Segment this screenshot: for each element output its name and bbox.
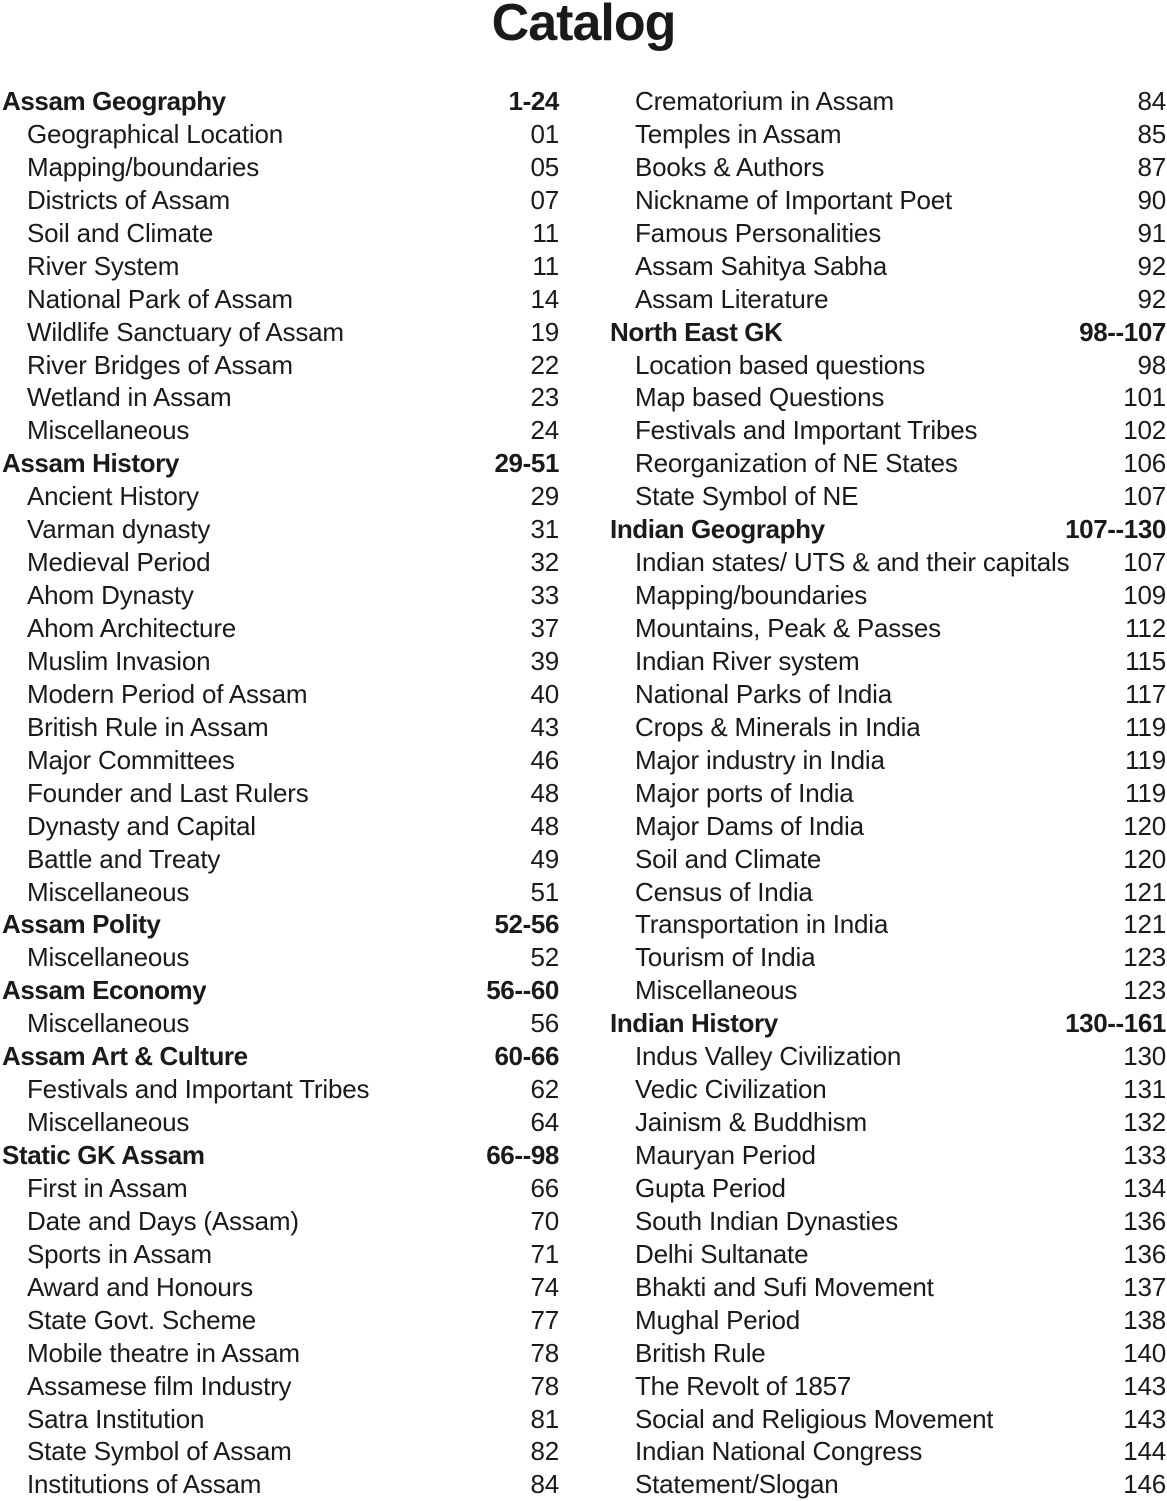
entry-page-number: 37 [530,613,559,643]
entry-label: Miscellaneous [27,1107,190,1138]
entry-label: Soil and Climate [635,843,822,874]
entry-label: Mapping/boundaries [27,151,260,182]
entry-page-number: 33 [530,580,559,611]
section-heading-row [2,85,559,118]
entry-page-number: 120 [1123,843,1166,874]
entry-page-number: 22 [530,349,559,380]
catalog-entry-row [610,1205,1166,1238]
entry-page-number: 39 [530,645,559,676]
section-heading-label: Indian Geography [610,514,825,545]
entry-page-number: 92 [1137,250,1166,281]
catalog-entry-row [610,1271,1166,1304]
catalog-entry-row [610,85,1166,118]
catalog-entry-row [2,678,559,711]
entry-label: Institutions of Assam [27,1469,262,1500]
entry-page-number: 64 [530,1107,559,1138]
entry-page-number: 14 [530,283,559,314]
entry-page-number: 144 [1123,1436,1166,1467]
section-page-range: 52-56 [494,909,559,940]
entry-label: Delhi Sultanate [635,1238,809,1269]
entry-label: Award and Honours [27,1271,253,1302]
catalog-entry-row [610,843,1166,876]
entry-page-number: 92 [1137,283,1166,314]
entry-page-number: 133 [1123,1140,1166,1170]
catalog-entry-row [610,1435,1166,1468]
entry-label: Mountains, Peak & Passes [635,613,941,643]
entry-label: Dynasty and Capital [27,810,256,841]
entry-page-number: 77 [530,1304,559,1335]
catalog-entry-row [2,1106,559,1139]
entry-label: Mobile theatre in Assam [27,1337,300,1368]
entry-label: State Symbol of Assam [27,1436,292,1467]
catalog-entry-row [610,974,1166,1007]
catalog-entry-row [610,381,1166,414]
section-page-range: 1-24 [508,86,559,116]
catalog-entry-row [610,678,1166,711]
catalog-entry-row [610,579,1166,612]
section-heading-row [2,974,559,1007]
catalog-entry-row [2,414,559,447]
entry-page-number: 24 [530,415,559,446]
entry-page-number: 40 [530,678,559,709]
entry-page-number: 11 [532,250,559,281]
entry-label: Wetland in Assam [27,382,232,413]
catalog-entry-row [2,711,559,744]
entry-page-number: 32 [530,547,559,578]
entry-label: Major ports of India [635,777,854,808]
entry-page-number: 102 [1123,415,1166,446]
catalog-entry-row [2,118,559,151]
entry-label: South Indian Dynasties [635,1205,898,1236]
entry-page-number: 90 [1137,184,1166,215]
entry-page-number: 01 [530,118,559,149]
entry-label: Vedic Civilization [635,1074,827,1105]
entry-label: Assam Literature [635,283,829,314]
catalog-entry-row [2,250,559,283]
catalog-entry-row [610,1106,1166,1139]
entry-page-number: 101 [1123,382,1166,413]
section-page-range: 29-51 [494,448,559,479]
catalog-entry-row [610,777,1166,810]
catalog-entry-row [610,908,1166,941]
entry-page-number: 109 [1123,580,1166,611]
catalog-entry-row [2,612,559,645]
entry-label: Date and Days (Assam) [27,1205,299,1236]
catalog-entry-row [610,711,1166,744]
catalog-entry-row [2,1007,559,1040]
entry-label: State Govt. Scheme [27,1304,257,1335]
entry-page-number: 115 [1125,645,1166,676]
entry-page-number: 119 [1125,777,1166,808]
entry-page-number: 82 [530,1436,559,1467]
entry-page-number: 107 [1123,481,1166,512]
entry-page-number: 52 [530,942,559,973]
catalog-entry-row [2,480,559,513]
entry-page-number: 106 [1123,448,1166,479]
entry-page-number: 23 [530,382,559,413]
entry-page-number: 48 [530,777,559,808]
catalog-entry-row [610,447,1166,480]
entry-label: Assamese film Industry [27,1370,292,1401]
entry-page-number: 119 [1125,744,1166,775]
entry-label: First in Assam [27,1172,188,1203]
catalog-entry-row [2,744,559,777]
section-heading-row [2,1139,559,1172]
section-heading-label: Assam Geography [2,86,226,116]
entry-page-number: 91 [1137,217,1166,248]
catalog-entry-row [610,645,1166,678]
entry-label: Founder and Last Rulers [27,777,309,808]
entry-label: Ancient History [27,481,199,512]
entry-label: The Revolt of 1857 [635,1370,852,1401]
entry-label: Tourism of India [635,942,816,973]
entry-page-number: 29 [530,481,559,512]
catalog-entry-row [2,1337,559,1370]
catalog-entry-row [610,744,1166,777]
entry-page-number: 71 [530,1238,559,1269]
entry-label: Indian River system [635,645,860,676]
entry-label: Ahom Architecture [27,613,237,643]
entry-label: Jainism & Buddhism [635,1107,867,1138]
entry-label: Gupta Period [635,1172,786,1203]
catalog-entry-row [2,1271,559,1304]
catalog-entry-row [610,217,1166,250]
catalog-entry-row [610,118,1166,151]
entry-label: Soil and Climate [27,217,214,248]
catalog-entry-row [2,316,559,349]
entry-page-number: 87 [1137,151,1166,182]
entry-page-number: 132 [1123,1107,1166,1138]
catalog-entry-row [2,810,559,843]
catalog-entry-row [2,1468,559,1501]
entry-page-number: 121 [1123,909,1166,940]
entry-page-number: 31 [530,514,559,545]
entry-label: Indian National Congress [635,1436,923,1467]
entry-label: Nickname of Important Poet [635,184,953,215]
entry-page-number: 56 [530,1008,559,1039]
entry-label: British Rule [635,1337,766,1368]
entry-page-number: 84 [530,1469,559,1500]
entry-label: Districts of Assam [27,184,230,215]
entry-label: Transportation in India [635,909,889,940]
entry-page-number: 136 [1123,1238,1166,1269]
catalog-entry-row [610,1139,1166,1172]
entry-label: Crops & Minerals in India [635,711,921,742]
entry-page-number: 140 [1123,1337,1166,1368]
catalog-entry-row [2,579,559,612]
catalog-entry-row [2,645,559,678]
entry-page-number: 19 [530,316,559,347]
entry-label: Festivals and Important Tribes [635,415,978,446]
entry-page-number: 78 [530,1370,559,1401]
entry-label: Festivals and Important Tribes [27,1074,370,1105]
catalog-entry-row [2,283,559,316]
entry-label: Miscellaneous [27,942,190,973]
catalog-entry-row [2,1073,559,1106]
catalog-entry-row [610,546,1166,579]
entry-label: British Rule in Assam [27,711,269,742]
entry-page-number: 70 [530,1205,559,1236]
entry-label: Bhakti and Sufi Movement [635,1271,934,1302]
entry-label: State Symbol of NE [635,481,859,512]
catalog-entry-row [610,1468,1166,1501]
catalog-entry-row [610,283,1166,316]
entry-label: Census of India [635,876,813,907]
entry-label: National Park of Assam [27,283,293,314]
section-heading-label: Assam Art & Culture [2,1041,248,1072]
entry-page-number: 117 [1125,678,1166,709]
section-heading-label: North East GK [610,316,783,347]
entry-label: Social and Religious Movement [635,1403,994,1434]
section-page-range: 107--130 [1065,514,1166,545]
entry-page-number: 119 [1125,711,1166,742]
entry-page-number: 85 [1137,118,1166,149]
entry-label: Major Committees [27,744,235,775]
catalog-entry-row [610,1040,1166,1073]
section-page-range: 60-66 [494,1041,559,1072]
entry-label: Wildlife Sanctuary of Assam [27,316,344,347]
entry-page-number: 123 [1123,975,1166,1006]
catalog-entry-row [2,349,559,382]
entry-label: Statement/Slogan [635,1469,839,1500]
catalog-entry-row [2,546,559,579]
entry-page-number: 62 [530,1074,559,1105]
entry-label: Reorganization of NE States [635,448,958,479]
entry-label: Map based Questions [635,382,885,413]
entry-page-number: 120 [1123,810,1166,841]
entry-label: Crematorium in Assam [635,86,894,116]
entry-page-number: 98 [1137,349,1166,380]
entry-label: Major industry in India [635,744,885,775]
entry-page-number: 07 [530,184,559,215]
section-heading-row [610,316,1166,349]
entry-label: National Parks of India [635,678,892,709]
catalog-entry-row [610,1073,1166,1106]
catalog-column-right [610,85,1166,1501]
catalog-entry-row [2,151,559,184]
entry-page-number: 49 [530,843,559,874]
catalog-entry-row [2,941,559,974]
entry-page-number: 123 [1123,942,1166,973]
catalog-entry-row [610,876,1166,909]
entry-page-number: 131 [1123,1074,1166,1105]
entry-label: Famous Personalities [635,217,881,248]
catalog-entry-row [2,1304,559,1337]
entry-label: Miscellaneous [27,1008,190,1039]
catalog-entry-row [610,1238,1166,1271]
catalog-entry-row [610,612,1166,645]
entry-page-number: 51 [530,876,559,907]
entry-label: Indian states/ UTS & and their capitals [635,547,1070,578]
entry-page-number: 78 [530,1337,559,1368]
entry-label: Location based questions [635,349,926,380]
section-page-range: 130--161 [1065,1008,1166,1039]
catalog-entry-row [2,184,559,217]
catalog-entry-row [610,1337,1166,1370]
entry-label: Mapping/boundaries [635,580,868,611]
section-heading-label: Static GK Assam [2,1140,205,1170]
entry-page-number: 143 [1123,1403,1166,1434]
entry-page-number: 134 [1123,1172,1166,1203]
entry-page-number: 46 [530,744,559,775]
catalog-entry-row [2,777,559,810]
entry-page-number: 143 [1123,1370,1166,1401]
section-heading-label: Indian History [610,1008,778,1039]
entry-label: Medieval Period [27,547,211,578]
catalog-entry-row [610,480,1166,513]
entry-label: Miscellaneous [635,975,798,1006]
catalog-entry-row [2,1403,559,1436]
catalog-entry-row [610,151,1166,184]
entry-page-number: 05 [530,151,559,182]
catalog-entry-row [2,1370,559,1403]
entry-label: Books & Authors [635,151,825,182]
entry-label: Assam Sahitya Sabha [635,250,888,281]
entry-page-number: 137 [1123,1271,1166,1302]
catalog-entry-row [610,349,1166,382]
entry-label: Geographical Location [27,118,283,149]
entry-label: Battle and Treaty [27,843,221,874]
section-heading-label: Assam History [2,448,179,479]
section-heading-row [610,1007,1166,1040]
entry-page-number: 66 [530,1172,559,1203]
section-page-range: 98--107 [1079,316,1166,347]
catalog-entry-row [610,1403,1166,1436]
catalog-entry-row [2,513,559,546]
section-heading-row [2,908,559,941]
catalog-entry-row [610,250,1166,283]
entry-page-number: 130 [1123,1041,1166,1072]
entry-label: Mauryan Period [635,1140,816,1170]
catalog-entry-row [610,1304,1166,1337]
entry-page-number: 74 [530,1271,559,1302]
entry-label: Miscellaneous [27,876,190,907]
catalog-entry-row [610,184,1166,217]
entry-page-number: 11 [532,217,559,248]
catalog-entry-row [2,1205,559,1238]
catalog-entry-row [2,217,559,250]
entry-label: Satra Institution [27,1403,205,1434]
entry-page-number: 107 [1123,547,1166,578]
entry-label: Major Dams of India [635,810,864,841]
catalog-entry-row [610,1370,1166,1403]
entry-page-number: 81 [530,1403,559,1434]
section-heading-row [2,447,559,480]
catalog-entry-row [610,810,1166,843]
catalog-entry-row [610,1172,1166,1205]
entry-label: Varman dynasty [27,514,211,545]
entry-page-number: 121 [1123,876,1166,907]
page-title: Catalog [491,0,676,52]
catalog-entry-row [2,1435,559,1468]
entry-label: Mughal Period [635,1304,801,1335]
section-heading-label: Assam Economy [2,975,207,1006]
catalog-entry-row [2,1238,559,1271]
entry-page-number: 48 [530,810,559,841]
section-page-range: 56--60 [486,975,559,1006]
entry-label: Modern Period of Assam [27,678,308,709]
entry-page-number: 136 [1123,1205,1166,1236]
section-page-range: 66--98 [486,1140,559,1170]
entry-label: Temples in Assam [635,118,842,149]
entry-page-number: 146 [1123,1469,1166,1500]
entry-page-number: 138 [1123,1304,1166,1335]
catalog-column-left [2,85,559,1501]
entry-page-number: 112 [1125,613,1166,643]
section-heading-label: Assam Polity [2,909,161,940]
section-heading-row [2,1040,559,1073]
catalog-entry-row [2,381,559,414]
section-heading-row [610,513,1166,546]
entry-label: Ahom Dynasty [27,580,194,611]
catalog-entry-row [2,1172,559,1205]
entry-page-number: 43 [530,711,559,742]
catalog-entry-row [610,941,1166,974]
entry-label: River Bridges of Assam [27,349,293,380]
catalog-entry-row [610,414,1166,447]
entry-label: Indus Valley Civilization [635,1041,902,1072]
entry-page-number: 84 [1137,86,1166,116]
entry-label: River System [27,250,180,281]
entry-label: Sports in Assam [27,1238,212,1269]
entry-label: Miscellaneous [27,415,190,446]
catalog-entry-row [2,876,559,909]
entry-label: Muslim Invasion [27,645,211,676]
catalog-entry-row [2,843,559,876]
